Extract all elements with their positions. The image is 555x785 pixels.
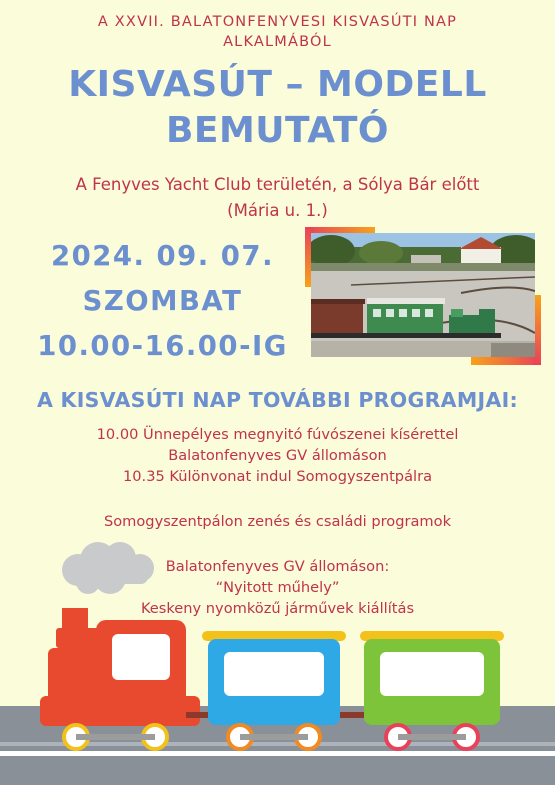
cartoon-train-illustration <box>0 536 555 761</box>
location-line-1: A Fenyves Yacht Club területén, a Sólya Bár előtt <box>75 175 480 194</box>
title-line-1: KISVASÚT – MODELL <box>68 64 487 105</box>
subtitle-line-2: ALKALMÁBÓL <box>223 34 332 50</box>
program-line: “Nyitott műhely” <box>215 579 340 596</box>
program-line: 10.35 Különvonat indul Somogyszentpálra <box>122 468 433 485</box>
event-datetime <box>15 234 310 369</box>
programs-block-1 <box>0 424 555 487</box>
program-line: Balatonfenyves GV állomáson <box>168 447 387 464</box>
subtitle-line-1: A XXVII. BALATONFENYVESI KISVASÚTI NAP <box>97 14 458 30</box>
photo-frame <box>305 227 541 365</box>
event-weekday: SZOMBAT <box>82 285 243 317</box>
location <box>0 172 555 224</box>
event-time: 10.00-16.00-IG <box>37 330 288 362</box>
page-title <box>0 62 555 154</box>
program-line: Keskeny nyomközű járművek kiállítás <box>140 600 415 617</box>
smoke-cloud-icon <box>62 542 154 594</box>
green-wagon-icon <box>360 631 504 749</box>
blue-wagon-icon <box>202 631 346 749</box>
model-railway-photo <box>311 233 535 357</box>
title-line-2: BEMUTATÓ <box>165 110 390 151</box>
frame-accent-bottom <box>471 357 541 365</box>
locomotive-icon <box>40 608 206 749</box>
programs-block-2: Somogyszentpálon zenés és családi programok <box>103 513 452 530</box>
programs-heading: A KISVASÚTI NAP TOVÁBBI PROGRAMJAI: <box>36 388 519 412</box>
subtitle <box>0 12 555 52</box>
program-line: Balatonfenyves GV állomáson: <box>165 558 390 575</box>
program-line: 10.00 Ünnepélyes megnyitó fúvószenei kísérettel <box>96 426 459 443</box>
location-line-2: (Mária u. 1.) <box>227 201 328 220</box>
event-date: 2024. 09. 07. <box>50 240 275 272</box>
